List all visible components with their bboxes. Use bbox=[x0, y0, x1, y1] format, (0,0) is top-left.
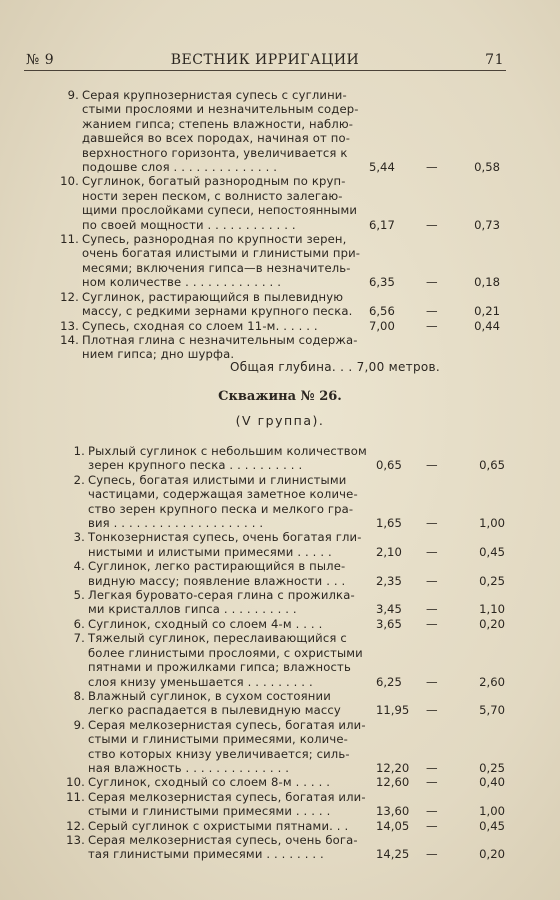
description-line: Суглинок, растирающийся в пылевидную bbox=[82, 289, 344, 304]
layer-number: 11. bbox=[60, 232, 79, 247]
layer-number: 10. bbox=[66, 775, 85, 790]
layer-entry bbox=[0, 333, 560, 362]
dash-separator: — bbox=[426, 674, 438, 689]
layer-description bbox=[60, 289, 372, 319]
issue-number: № 9 bbox=[26, 52, 55, 68]
description-line: месями; включения гипса—в незначитель- bbox=[82, 260, 351, 275]
layer-number: 1. bbox=[73, 444, 85, 458]
description-line: Тяжелый суглинок, переслаивающийся с bbox=[88, 631, 347, 646]
description-line: Серый суглинок с охристыми пятнами. . . bbox=[88, 818, 349, 833]
description-line: Плотная глина с незначительным содержа- bbox=[82, 332, 358, 347]
depth-value: 6,25 bbox=[376, 674, 402, 689]
description-line: подошве слоя . . . . . . . . . . . . . . bbox=[82, 160, 278, 175]
layer-number: 11. bbox=[66, 789, 85, 804]
description-line: Серая мелкозернистая супесь, очень бога- bbox=[88, 832, 358, 847]
layer-description bbox=[73, 631, 378, 689]
layer-description bbox=[73, 530, 378, 559]
description-line: Тонкозернистая супесь, очень богатая гли- bbox=[88, 530, 362, 545]
description-line: ная влажность . . . . . . . . . . . . . . bbox=[88, 760, 290, 775]
layer-entry bbox=[0, 790, 560, 819]
dash-separator: — bbox=[426, 160, 438, 175]
dash-separator: — bbox=[426, 616, 438, 631]
depth-value: 6,35 bbox=[369, 275, 395, 290]
description-line: пятнами и прожилками гипса; влажность bbox=[88, 660, 351, 675]
dash-separator: — bbox=[426, 318, 438, 333]
description-line: стыми прослоями и незначительным содер- bbox=[82, 102, 359, 117]
description-line: Суглинок, богатый разнородным по круп- bbox=[82, 174, 346, 189]
thickness-value: 1,00 bbox=[479, 804, 505, 819]
layer-number: 13. bbox=[66, 832, 85, 847]
thickness-value: 0,58 bbox=[474, 160, 500, 175]
description-line: легко распадается в пылевидную массу bbox=[88, 703, 341, 718]
description-line: Супесь, сходная со слоем 11-м. . . . . . bbox=[82, 318, 318, 333]
layer-description bbox=[60, 318, 372, 333]
dash-separator: — bbox=[426, 573, 438, 588]
dash-separator: — bbox=[426, 804, 438, 819]
well-heading: Скважина № 26. bbox=[218, 389, 342, 404]
layer-description bbox=[60, 332, 372, 362]
depth-value: 2,10 bbox=[376, 544, 402, 559]
description-line: стыми и глинистыми примесями, количе- bbox=[88, 732, 348, 747]
description-line: нистыми и илистыми примесями . . . . . bbox=[88, 544, 332, 559]
layer-list-previous-well bbox=[0, 88, 560, 362]
depth-value: 14,25 bbox=[376, 847, 410, 862]
description-line: ство которых книзу увеличивается; силь- bbox=[88, 746, 350, 761]
description-line: очень богатая илистыми и глинистыми при- bbox=[82, 246, 361, 261]
depth-value: 0,65 bbox=[376, 458, 402, 473]
layer-entry bbox=[0, 530, 560, 559]
description-line: Суглинок, легко растирающийся в пыле- bbox=[88, 559, 346, 574]
thickness-value: 5,70 bbox=[479, 703, 505, 718]
layer-entry bbox=[0, 588, 560, 617]
layer-number: 2. bbox=[73, 472, 85, 487]
group-subheading: (V группа). bbox=[235, 413, 325, 428]
description-line: щими прослойками супеси, непостоянными bbox=[82, 203, 358, 218]
dash-separator: — bbox=[426, 818, 438, 833]
description-line: Серая мелкозернистая супесь, богатая или- bbox=[88, 717, 366, 732]
thickness-value: 0,25 bbox=[479, 760, 505, 775]
layer-entry bbox=[0, 833, 560, 862]
layer-number: 12. bbox=[60, 289, 79, 304]
thickness-value: 0,20 bbox=[479, 616, 505, 631]
depth-value: 3,45 bbox=[376, 602, 402, 617]
description-line: Супесь, разнородная по крупности зерен, bbox=[82, 232, 347, 247]
description-line: массу, с редкими зернами крупного песка. bbox=[82, 304, 353, 319]
layer-number: 6. bbox=[73, 616, 85, 631]
layer-description bbox=[73, 559, 378, 588]
depth-value: 3,65 bbox=[376, 616, 402, 631]
layer-entry bbox=[0, 775, 560, 789]
description-line: слоя книзу уменьшается . . . . . . . . . bbox=[88, 674, 313, 689]
thickness-value: 0,21 bbox=[474, 304, 500, 319]
dash-separator: — bbox=[426, 703, 438, 718]
layer-entry bbox=[0, 319, 560, 333]
layer-description bbox=[73, 717, 378, 776]
layer-number: 5. bbox=[73, 588, 85, 603]
description-line: нием гипса; дно шурфа. bbox=[82, 347, 235, 362]
depth-value: 7,00 bbox=[369, 318, 395, 333]
layer-number: 9. bbox=[73, 717, 85, 732]
thickness-value: 0,73 bbox=[474, 217, 500, 232]
thickness-value: 0,45 bbox=[479, 544, 505, 559]
description-line: стыми и глинистыми примесями . . . . . bbox=[88, 804, 331, 819]
thickness-value: 1,10 bbox=[479, 602, 505, 617]
dash-separator: — bbox=[426, 775, 438, 790]
dash-separator: — bbox=[426, 217, 438, 232]
layer-description bbox=[66, 789, 378, 819]
layer-description bbox=[73, 444, 378, 473]
page-header bbox=[26, 50, 504, 70]
description-line: зерен крупного песка . . . . . . . . . . bbox=[88, 458, 303, 473]
depth-value: 6,56 bbox=[369, 304, 395, 319]
dash-separator: — bbox=[426, 602, 438, 617]
layer-description bbox=[60, 174, 372, 232]
layer-number: 7. bbox=[73, 631, 85, 646]
layer-entry bbox=[0, 559, 560, 588]
layer-number: 13. bbox=[60, 318, 79, 333]
layer-entry bbox=[0, 290, 560, 319]
thickness-value: 0,40 bbox=[479, 775, 505, 790]
description-line: по своей мощности . . . . . . . . . . . . bbox=[82, 217, 296, 232]
thickness-value: 0,65 bbox=[479, 458, 505, 473]
layer-number: 12. bbox=[66, 818, 85, 833]
total-depth: Общая глубина. . . 7,00 метров. bbox=[230, 360, 441, 374]
description-line: Серая крупнозернистая супесь с суглини- bbox=[82, 88, 347, 102]
depth-value: 12,20 bbox=[376, 760, 410, 775]
description-line: ство зерен крупного песка и мелкого гра- bbox=[88, 501, 354, 516]
description-line: более глинистыми прослоями, с охристыми bbox=[88, 645, 363, 660]
layer-entry bbox=[0, 689, 560, 718]
dash-separator: — bbox=[426, 847, 438, 862]
description-line: частицами, содержащая заметное количе- bbox=[88, 487, 358, 502]
layer-entry bbox=[0, 174, 560, 232]
layer-description bbox=[73, 472, 378, 531]
description-line: верхностного горизонта, увеличивается к bbox=[82, 145, 348, 160]
description-line: давшейся во всех породах, начиная от по- bbox=[82, 131, 351, 146]
depth-value: 5,44 bbox=[369, 160, 395, 175]
description-line: ном количестве . . . . . . . . . . . . . bbox=[82, 275, 282, 290]
layer-number: 4. bbox=[73, 559, 85, 574]
description-line: Суглинок, сходный со слоем 4-м . . . . bbox=[88, 616, 323, 631]
layer-entry bbox=[0, 444, 560, 473]
depth-value: 1,65 bbox=[376, 516, 402, 531]
thickness-value: 0,25 bbox=[479, 573, 505, 588]
layer-number: 14. bbox=[60, 332, 79, 347]
description-line: Серая мелкозернистая супесь, богатая или- bbox=[88, 789, 366, 804]
depth-value: 2,35 bbox=[376, 573, 402, 588]
layer-description bbox=[73, 588, 378, 617]
layer-entry bbox=[0, 631, 560, 689]
description-line: жанием гипса; степень влажности, наблю- bbox=[82, 116, 354, 131]
page-number: 71 bbox=[485, 52, 504, 68]
description-line: тая глинистыми примесями . . . . . . . . bbox=[88, 847, 324, 862]
thickness-value: 1,00 bbox=[479, 516, 505, 531]
description-line: Суглинок, сходный со слоем 8-м . . . . . bbox=[88, 775, 331, 790]
depth-value: 14,05 bbox=[376, 818, 410, 833]
layer-entry bbox=[0, 473, 560, 531]
description-line: Супесь, богатая илистыми и глинистыми bbox=[88, 472, 347, 487]
layer-description bbox=[66, 832, 378, 862]
dash-separator: — bbox=[426, 304, 438, 319]
layer-number: 8. bbox=[73, 688, 85, 703]
layer-entry bbox=[0, 232, 560, 290]
layer-entry bbox=[0, 88, 560, 174]
thickness-value: 0,44 bbox=[474, 318, 500, 333]
description-line: видную массу; появление влажности . . . bbox=[88, 573, 346, 588]
layer-number: 10. bbox=[60, 174, 79, 189]
dash-separator: — bbox=[426, 458, 438, 473]
dash-separator: — bbox=[426, 760, 438, 775]
layer-entry bbox=[0, 617, 560, 631]
depth-value: 11,95 bbox=[376, 703, 410, 718]
dash-separator: — bbox=[426, 275, 438, 290]
description-line: ности зерен песком, с волнисто залегаю- bbox=[82, 188, 343, 203]
depth-value: 6,17 bbox=[369, 217, 395, 232]
description-line: ми кристаллов гипса . . . . . . . . . . bbox=[88, 602, 297, 617]
layer-number: 3. bbox=[73, 530, 85, 545]
depth-value: 13,60 bbox=[376, 804, 410, 819]
description-line: Легкая буровато-серая глина с прожилка- bbox=[88, 588, 355, 603]
layer-number: 9. bbox=[67, 88, 79, 102]
thickness-value: 0,45 bbox=[479, 818, 505, 833]
description-line: Рыхлый суглинок с небольшим количеством bbox=[88, 444, 367, 458]
description-line: вия . . . . . . . . . . . . . . . . . . . . bbox=[88, 516, 264, 531]
layer-entry bbox=[0, 819, 560, 833]
thickness-value: 2,60 bbox=[479, 674, 505, 689]
depth-value: 12,60 bbox=[376, 775, 410, 790]
dash-separator: — bbox=[426, 516, 438, 531]
dash-separator: — bbox=[426, 544, 438, 559]
thickness-value: 0,20 bbox=[479, 847, 505, 862]
thickness-value: 0,18 bbox=[474, 275, 500, 290]
layer-description bbox=[66, 775, 378, 790]
layer-description bbox=[73, 616, 378, 631]
layer-description bbox=[67, 88, 372, 175]
description-line: Влажный суглинок, в сухом состоянии bbox=[88, 688, 331, 703]
header-rule bbox=[24, 70, 506, 71]
layer-list-well-26 bbox=[0, 444, 560, 862]
layer-entry bbox=[0, 718, 560, 776]
journal-title: ВЕСТНИК ИРРИГАЦИИ bbox=[170, 52, 360, 68]
layer-description bbox=[60, 232, 372, 290]
layer-description bbox=[66, 818, 378, 833]
layer-description bbox=[73, 688, 378, 718]
